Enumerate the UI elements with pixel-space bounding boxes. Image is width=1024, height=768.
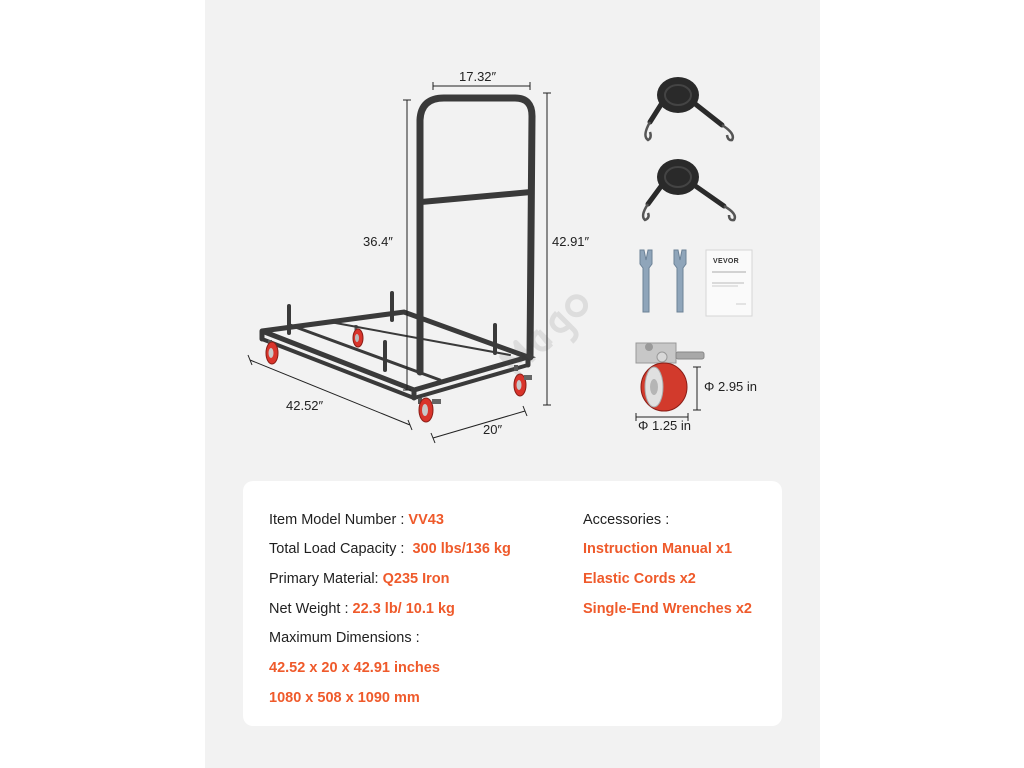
front-right-caster [419, 398, 441, 422]
spec-load-capacity [269, 541, 511, 557]
spec-dimensions-label: Maximum Dimensions : [269, 630, 420, 646]
spec-capacity-value: 300 lbs/136 kg [412, 541, 511, 557]
caster-closeup [636, 343, 704, 411]
spec-model-number [269, 512, 444, 528]
accessory-item: Elastic Cords x2 [583, 571, 696, 587]
spec-net-weight [269, 601, 455, 617]
cart-illustration [262, 98, 532, 422]
spec-model-label: Item Model Number : [269, 512, 409, 528]
dimension-length: 42.52″ [286, 398, 324, 413]
dimension-lines [248, 82, 701, 443]
spec-weight-value: 22.3 lb/ 10.1 kg [352, 601, 455, 617]
manual-brand-label: VEVOR [713, 258, 740, 265]
spec-capacity-label: Total Load Capacity : [269, 541, 409, 557]
accessories-title: Accessories : [583, 512, 670, 528]
specifications-card [243, 481, 782, 726]
spec-material-label: Primary Material: [269, 571, 383, 587]
accessory-item: Single-End Wrenches x2 [583, 601, 752, 617]
dimension-caster-height: Φ 2.95 in [704, 379, 758, 394]
dimension-handle-width: 17.32″ [459, 69, 497, 84]
dimension-total-height: 42.91″ [552, 234, 590, 249]
watermark-logo [502, 287, 599, 384]
wrench-1 [640, 250, 652, 312]
spec-dimensions-mm: 1080 x 508 x 1090 mm [269, 690, 420, 706]
spec-dimensions-inches: 42.52 x 20 x 42.91 inches [269, 660, 440, 676]
wrench-2 [674, 250, 686, 312]
dimension-caster-width: Φ 1.25 in [638, 418, 692, 433]
dimension-width: 20″ [483, 422, 503, 437]
cart-handle [420, 98, 532, 372]
spec-material-value: Q235 Iron [382, 571, 450, 587]
spec-model-value: VV43 [408, 512, 444, 528]
elastic-cord-2 [643, 159, 735, 220]
elastic-cord-1 [645, 77, 732, 140]
spec-material [269, 571, 450, 587]
spec-weight-label: Net Weight : [269, 601, 353, 617]
accessory-item: Instruction Manual x1 [583, 541, 733, 557]
cart-base-frame [262, 293, 528, 398]
dimension-handle-height: 36.4″ [363, 234, 393, 249]
